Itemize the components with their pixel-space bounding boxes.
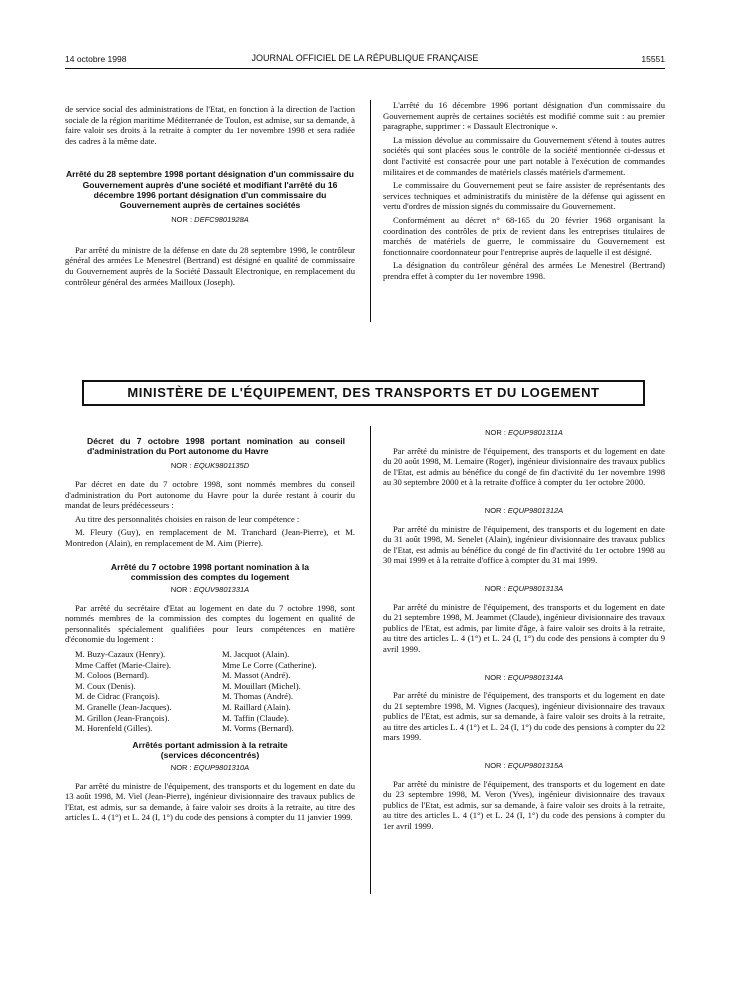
paragraph: Par arrêté du ministre de l'équipement, des transports et du logement en date du 21 septembre 1998, M. Jeammet (Claude), ingénieur divisionnaire des travaux publics de l'Etat, est admis, par limite d'âge, à faire valoir ses droits à la retraite, au titre des articles L. 4 (1°) et L. 24 (I, 1°) du code des pensions à compter du 9 avril 1999.	[383, 601, 665, 654]
paragraph: Par arrêté du ministre de l'équipement, des transports et du logement en date du 20 août 1998, M. Lemaire (Roger), ingénieur divisionnaire des travaux publics de l'Etat, est admis au bénéfice du congé de fin d'activité du 1er novembre 1998 au 30 septembre 2000 et à la retraite d'office à compter du 1er octobre 2000.	[383, 445, 665, 488]
article-body: Par arrêté du ministre de la défense en date du 28 septembre 1998, le contrôleur général des armées Le Menestrel (Bertrand) est désigné en qualité de commissaire du Gouvernement auprès de la Société Dassault Electronique, en remplacement du contrôleur général des armées Mailloux (Joseph).	[65, 244, 355, 287]
list-item: Mme Caffet (Marie-Claire).	[75, 659, 172, 670]
paragraph: Au titre des personnalités choisies en raison de leur compétence :	[75, 513, 300, 524]
journal-title: JOURNAL OFFICIEL DE LA RÉPUBLIQUE FRANÇAISE	[251, 53, 479, 63]
paragraph: Par arrêté du secrétaire d'Etat au logement en date du 7 octobre 1998, sont nommés membres de la commission des comptes du logement en qualité de personnalités spécialement qualifiées pour leurs compétences en matière d'économie du logement :	[65, 602, 355, 645]
nor-code: EQUP9801315A	[507, 761, 564, 771]
article-title: Arrêté du 28 septembre 1998 portant désignation d'un commissaire du Gouvernement auprès d'une société et modifiant l'arrêté du 16 décembre 1996 portant désignation d'un commissaire du Gouvernement auprès de certaines sociétés	[65, 169, 355, 210]
paragraph: Par arrêté du ministre de l'équipement, des transports et du logement en date du 21 septembre 1998, M. Vignes (Jacques), ingénieur divisionnaire des travaux publics de l'Etat, est admis, sur sa demande, à faire valoir ses droits à la retraite, au titre des articles L. 4 (1°) et L. 24 (I, 1°) du code des pensions à compter du 22 mars 1999.	[383, 690, 665, 743]
issue-date: 14 octobre 1998	[65, 54, 127, 64]
nor-reference: NOR : EQUP9801313A	[484, 583, 564, 593]
decree-title: Décret du 7 octobre 1998 portant nomination au conseil d'administration du Port autonome du Havre	[87, 436, 345, 457]
column-divider	[370, 426, 371, 894]
list-item: M. de Cidrac (François).	[75, 691, 160, 702]
ministry-banner: MINISTÈRE DE L'ÉQUIPEMENT, DES TRANSPORTS ET DU LOGEMENT	[82, 380, 645, 406]
list-item: M. Mouillart (Michel).	[222, 680, 301, 691]
page-header	[65, 52, 665, 66]
nor-reference: NOR : EQUP9801312A	[484, 505, 564, 515]
decree-title: Arrêté du 7 octobre 1998 portant nomination à la commission des comptes du logement	[110, 561, 310, 582]
nor-reference: NOR : EQUP9801310A	[170, 763, 250, 773]
paragraph: Par arrêté du ministre de l'équipement, des transports et du logement en date du 13 août 1998, M. Viel (Jean-Pierre), ingénieur divisionnaire des travaux publics de l'Etat, est admis, sur sa demande, à faire valoir ses droits à la retraite, au titre des articles L. 4 (1°) et L. 24 (I, 1°) du code des pensions à compter du 11 janvier 1999.	[65, 780, 355, 823]
list-item: Mme Le Corre (Catherine).	[222, 659, 317, 670]
list-item: M. Jacquot (Alain).	[222, 648, 290, 659]
top-right-column	[383, 100, 665, 285]
nor-code: EQUP9801310A	[193, 763, 250, 773]
bottom-left-column	[65, 436, 355, 826]
nor-code: EQUP9801314A	[507, 672, 564, 682]
paragraph: Par arrêté du ministre de l'équipement, des transports et du logement en date du 23 septembre 1998, M. Veron (Yves), ingénieur divisionnaire des travaux publics de l'Etat, est admis, sur sa demande, à faire valoir ses droits à la retraite, au titre des articles L. 4 (1°) et L. 24 (I, 1°) du code des pensions à compter du 1er avril 1999.	[383, 778, 665, 832]
paragraph: Par décret en date du 7 octobre 1998, sont nommés membres du conseil d'administration du Port autonome du Havre pour la durée restant à courir du mandat de leurs prédécesseurs :	[65, 479, 355, 511]
list-item: M. Taffin (Claude).	[222, 712, 289, 723]
list-item: M. Raillard (Alain).	[222, 701, 291, 712]
list-item: M. Thomas (André).	[222, 691, 293, 702]
paragraph: Conformément au décret n° 68-165 du 20 février 1968 organisant la coordination des contrôles de prix de revient dans les entreprises titulaires de marchés de matériels de guerre, le commissaire du Gouvernement est fonctionnaire coordonnateur pour l'entreprise auprès de laquelle il est désigné.	[383, 214, 665, 257]
paragraph: M. Fleury (Guy), en remplacement de M. Tranchard (Jean-Pierre), et M. Montredon (Alain), en remplacement de M. Aim (Pierre).	[65, 527, 355, 548]
header-rule	[65, 68, 665, 69]
nor-code: EQUP9801313A	[507, 583, 564, 593]
decree-title: Arrêtés portant admission à la retraite (services déconcentrés)	[132, 739, 288, 760]
list-item: M. Granelle (Jean-Jacques).	[75, 701, 172, 712]
list-item: M. Grillon (Jean-François).	[75, 712, 170, 723]
nor-reference: NOR : EQUP9801314A	[484, 672, 564, 682]
list-item: M. Massot (André).	[222, 670, 291, 681]
top-left-column	[65, 104, 355, 290]
nor-reference: NOR : EQUP9801311A	[485, 428, 563, 437]
nor-code: EQUV9801331A	[193, 584, 250, 594]
nor-code: EQUK9801135D	[193, 461, 250, 471]
list-item: M. Vorms (Bernard).	[222, 723, 294, 734]
list-item: M. Horenfeld (Gilles).	[75, 723, 153, 734]
member-list	[65, 649, 355, 734]
nor-reference: NOR : EQUK9801135D	[170, 461, 250, 471]
column-divider	[370, 100, 371, 322]
list-item: M. Coloos (Bernard).	[75, 670, 149, 681]
nor-reference: NOR : EQUP9801315A	[484, 761, 564, 771]
continued-paragraph: de service social des administrations de l'Etat, en fonction à la direction de l'action sociale de la région maritime Méditerranée de Toulon, est admise, sur sa demande, à faire valoir ses droits à la retraite à compter du 1er novembre 1998 et sera radiée des cadres à la même date.	[65, 104, 355, 146]
nor-code: EQUP9801311A	[508, 428, 563, 437]
paragraph: L'arrêté du 16 décembre 1996 portant désignation d'un commissaire du Gouvernement auprès de certaines sociétés est modifié comme suit : au premier paragraphe, supprimer : « Dassault Electronique ».	[383, 100, 665, 132]
page-number: 15551	[641, 54, 665, 64]
list-item: M. Buzy-Cazaux (Henry).	[75, 648, 166, 659]
bottom-right-column	[383, 428, 665, 835]
nor-code: EQUP9801312A	[507, 505, 564, 515]
paragraph: Le commissaire du Gouvernement peut se faire assister de représentants des services techniques et administratifs du ministère de la défense qui agissent en vertu d'ordres de mission signés du commissaire du Gouvernement.	[383, 180, 665, 212]
nor-reference: NOR : DEFC9801928A	[171, 215, 249, 225]
nor-reference: NOR : EQUV9801331A	[170, 584, 250, 594]
nor-code: DEFC9801928A	[194, 215, 249, 225]
paragraph: La mission dévolue au commissaire du Gouvernement s'étend à toutes autres sociétés qui sont placées sous le contrôle de la société mentionnée ci-dessus et dont l'activité est consacrée pour une part notable à l'exécution de commandes militaires et de commandes de matériels classés matériels d'armement.	[383, 134, 665, 177]
list-item: M. Coux (Denis).	[75, 680, 136, 691]
paragraph: La désignation du contrôleur général des armées Le Menestrel (Bertrand) prendra effet à compter du 1er novembre 1998.	[383, 260, 665, 281]
paragraph: Par arrêté du ministre de l'équipement, des transports et du logement en date du 31 août 1998, M. Senelet (Alain), ingénieur divisionnaire des travaux publics de l'Etat, est admis au bénéfice du congé de fin d'activité du 1er octobre 1998 au 30 mai 1999 et à la retraite d'office à compter du 31 mai 1999.	[383, 523, 665, 566]
